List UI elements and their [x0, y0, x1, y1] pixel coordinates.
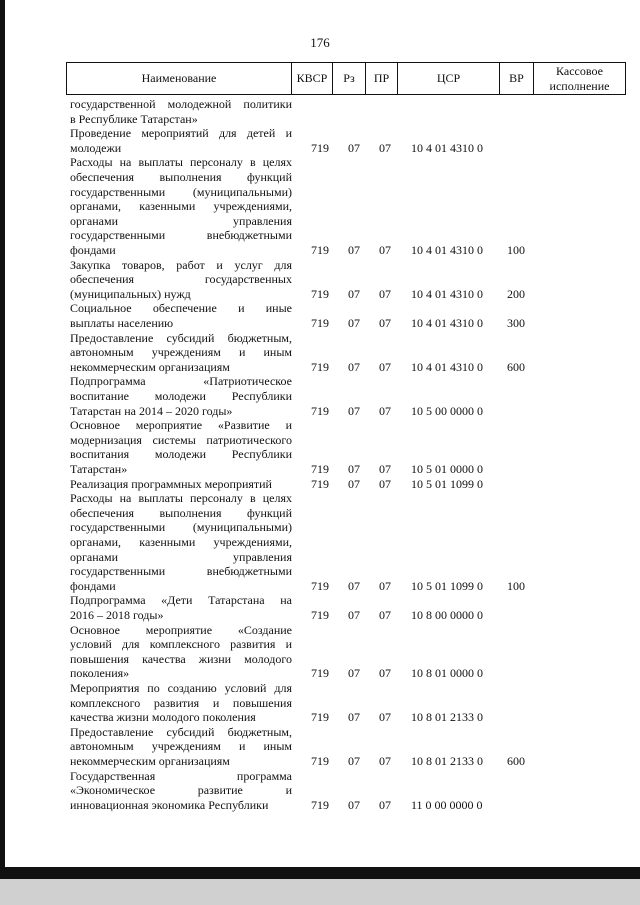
row-description-line: государственной молодежной политики	[70, 97, 292, 111]
row-rz: 07	[348, 286, 360, 301]
row-description	[70, 126, 292, 155]
row-csr: 10 5 00 0000 0	[411, 403, 483, 418]
row-description-line: Татарстан»	[70, 461, 128, 476]
row-description	[70, 477, 292, 492]
row-vr: 600	[507, 754, 525, 768]
row-description	[70, 155, 292, 257]
row-description-line: Расходы на выплаты персоналу в целях	[70, 155, 292, 170]
row-csr: 10 4 01 4310 0	[411, 243, 483, 257]
row-description-line: обеспечения выполнения функций	[70, 505, 292, 520]
row-description-line: «Экономическое развитие и	[70, 783, 292, 798]
row-description-line: Татарстан на 2014 – 2020 годы»	[70, 403, 233, 418]
row-kvsr: 719	[311, 797, 329, 812]
row-description	[70, 331, 292, 375]
row-rz: 07	[348, 359, 360, 374]
row-description-line: Подпрограмма «Патриотическое	[70, 374, 292, 389]
row-description-line: обеспечения государственных	[70, 272, 292, 287]
row-description-line: модернизация системы патриотического	[70, 432, 292, 447]
row-csr: 10 5 01 1099 0	[411, 476, 483, 491]
row-vr: 300	[507, 316, 525, 330]
row-rz: 07	[348, 710, 360, 725]
row-kvsr: 719	[311, 710, 329, 725]
row-vr: 600	[507, 359, 525, 374]
row-pr: 07	[379, 476, 391, 491]
header-name: Наименование	[67, 63, 292, 94]
row-description-line: фондами	[70, 578, 116, 593]
row-description-line: в Республике Татарстан»	[70, 111, 198, 126]
row-description	[70, 301, 292, 330]
row-description-line: инновационная экономика Республики	[70, 797, 269, 812]
row-description-line: обеспечения выполнения функций	[70, 169, 292, 184]
row-description-line: государственными (муниципальными)	[70, 184, 292, 199]
row-description-line: органами, казенными учреждениями,	[70, 534, 292, 549]
row-description-line: 2016 – 2018 годы»	[70, 607, 164, 622]
row-kvsr: 719	[311, 578, 329, 593]
row-description-line: государственными (муниципальными)	[70, 520, 292, 535]
row-description-line: воспитания молодежи Республики	[70, 447, 292, 462]
row-description-line: Расходы на выплаты персоналу в целях	[70, 491, 292, 506]
row-description-line: условий для комплексного развития и	[70, 637, 292, 652]
header-cash-line1: Кассовое	[556, 63, 603, 78]
row-csr: 10 8 01 2133 0	[411, 710, 483, 725]
row-rz: 07	[348, 578, 360, 593]
row-description-line: воспитание молодежи Республики	[70, 388, 292, 403]
row-description-line: Закупка товаров, работ и услуг для	[70, 257, 292, 272]
row-description	[70, 258, 292, 302]
header-cash-line2: исполнение	[549, 78, 610, 93]
row-description	[70, 769, 292, 813]
row-pr: 07	[379, 608, 391, 622]
row-csr: 10 4 01 4310 0	[411, 140, 483, 155]
row-pr: 07	[379, 578, 391, 593]
row-description-line: автономным учреждениям и иным	[70, 739, 292, 754]
row-description-line: молодежи	[70, 140, 122, 155]
row-description	[70, 593, 292, 622]
row-pr: 07	[379, 140, 391, 155]
row-description	[70, 725, 292, 769]
row-description-line: (муниципальных) нужд	[70, 286, 191, 301]
row-description-line: выплаты населению	[70, 315, 174, 330]
row-pr: 07	[379, 710, 391, 725]
row-csr: 11 0 00 0000 0	[411, 797, 483, 812]
row-kvsr: 719	[311, 754, 329, 768]
header-vr: ВР	[500, 63, 534, 94]
scan-bottom-edge	[0, 867, 640, 879]
table-header	[66, 62, 626, 95]
row-kvsr: 719	[311, 316, 329, 330]
row-description-line: Мероприятия по созданию условий для	[70, 681, 292, 695]
row-pr: 07	[379, 754, 391, 768]
row-description-line: Основное мероприятие «Создание	[70, 622, 292, 637]
row-rz: 07	[348, 140, 360, 155]
header-csr: ЦСР	[398, 63, 500, 94]
row-description-line: Реализация программных мероприятий	[70, 476, 272, 491]
row-kvsr: 719	[311, 243, 329, 257]
row-description-line: некоммерческим организациям	[70, 359, 230, 374]
row-description-line: фондами	[70, 242, 116, 257]
row-vr: 200	[507, 286, 525, 301]
row-pr: 07	[379, 797, 391, 812]
row-kvsr: 719	[311, 476, 329, 491]
row-csr: 10 4 01 4310 0	[411, 316, 483, 330]
row-description	[70, 374, 292, 418]
row-description	[70, 97, 292, 126]
row-rz: 07	[348, 243, 360, 257]
row-rz: 07	[348, 666, 360, 681]
row-description-line: поколения»	[70, 666, 130, 681]
row-description-line: Государственная программа	[70, 768, 292, 783]
row-csr: 10 8 00 0000 0	[411, 608, 483, 622]
row-description-line: комплексного развития и повышения	[70, 695, 292, 710]
row-kvsr: 719	[311, 403, 329, 418]
row-pr: 07	[379, 666, 391, 681]
row-kvsr: 719	[311, 666, 329, 681]
row-rz: 07	[348, 316, 360, 330]
row-kvsr: 719	[311, 286, 329, 301]
row-rz: 07	[348, 462, 360, 476]
row-csr: 10 5 01 0000 0	[411, 462, 483, 476]
page-number: 176	[310, 35, 330, 50]
row-csr: 10 4 01 4310 0	[411, 359, 483, 374]
row-description	[70, 681, 292, 725]
row-pr: 07	[379, 316, 391, 330]
row-csr: 10 5 01 1099 0	[411, 578, 483, 593]
row-vr: 100	[507, 243, 525, 257]
row-description-line: Проведение мероприятий для детей и	[70, 126, 292, 141]
row-description-line: Основное мероприятие «Развитие и	[70, 418, 292, 433]
row-pr: 07	[379, 286, 391, 301]
scan-bottom-margin	[0, 879, 640, 905]
row-rz: 07	[348, 754, 360, 768]
header-rz: Рз	[333, 63, 366, 94]
row-description-line: государственными внебюджетными	[70, 228, 292, 243]
row-description	[70, 623, 292, 681]
row-description	[70, 418, 292, 476]
row-pr: 07	[379, 359, 391, 374]
row-description	[70, 491, 292, 593]
row-rz: 07	[348, 797, 360, 812]
row-rz: 07	[348, 476, 360, 491]
row-csr: 10 8 01 0000 0	[411, 666, 483, 681]
row-description-line: Предоставление субсидий бюджетным,	[70, 330, 292, 345]
row-description-line: государственными внебюджетными	[70, 564, 292, 579]
row-rz: 07	[348, 608, 360, 622]
row-kvsr: 719	[311, 359, 329, 374]
row-kvsr: 719	[311, 608, 329, 622]
row-description-line: Подпрограмма «Дети Татарстана на	[70, 593, 292, 608]
header-cash-execution	[534, 63, 625, 94]
row-description-line: автономным учреждениям и иным	[70, 345, 292, 360]
row-description-line: органами управления	[70, 549, 292, 564]
row-description-line: качества жизни молодого поколения	[70, 710, 256, 725]
row-description-line: повышения качества жизни молодого	[70, 651, 292, 666]
row-pr: 07	[379, 403, 391, 418]
row-kvsr: 719	[311, 462, 329, 476]
header-kvsr: КВСР	[292, 63, 333, 94]
row-description-line: органами управления	[70, 213, 292, 228]
row-description-line: органами, казенными учреждениями,	[70, 199, 292, 214]
row-vr: 100	[507, 578, 525, 593]
row-description-line: некоммерческим организациям	[70, 753, 230, 768]
row-kvsr: 719	[311, 140, 329, 155]
row-description-line: Социальное обеспечение и иные	[70, 301, 292, 316]
row-pr: 07	[379, 243, 391, 257]
row-description-line: Предоставление субсидий бюджетным,	[70, 724, 292, 739]
row-csr: 10 8 01 2133 0	[411, 754, 483, 768]
row-pr: 07	[379, 462, 391, 476]
row-csr: 10 4 01 4310 0	[411, 286, 483, 301]
row-rz: 07	[348, 403, 360, 418]
header-pr: ПР	[366, 63, 398, 94]
scan-left-edge	[0, 0, 5, 905]
